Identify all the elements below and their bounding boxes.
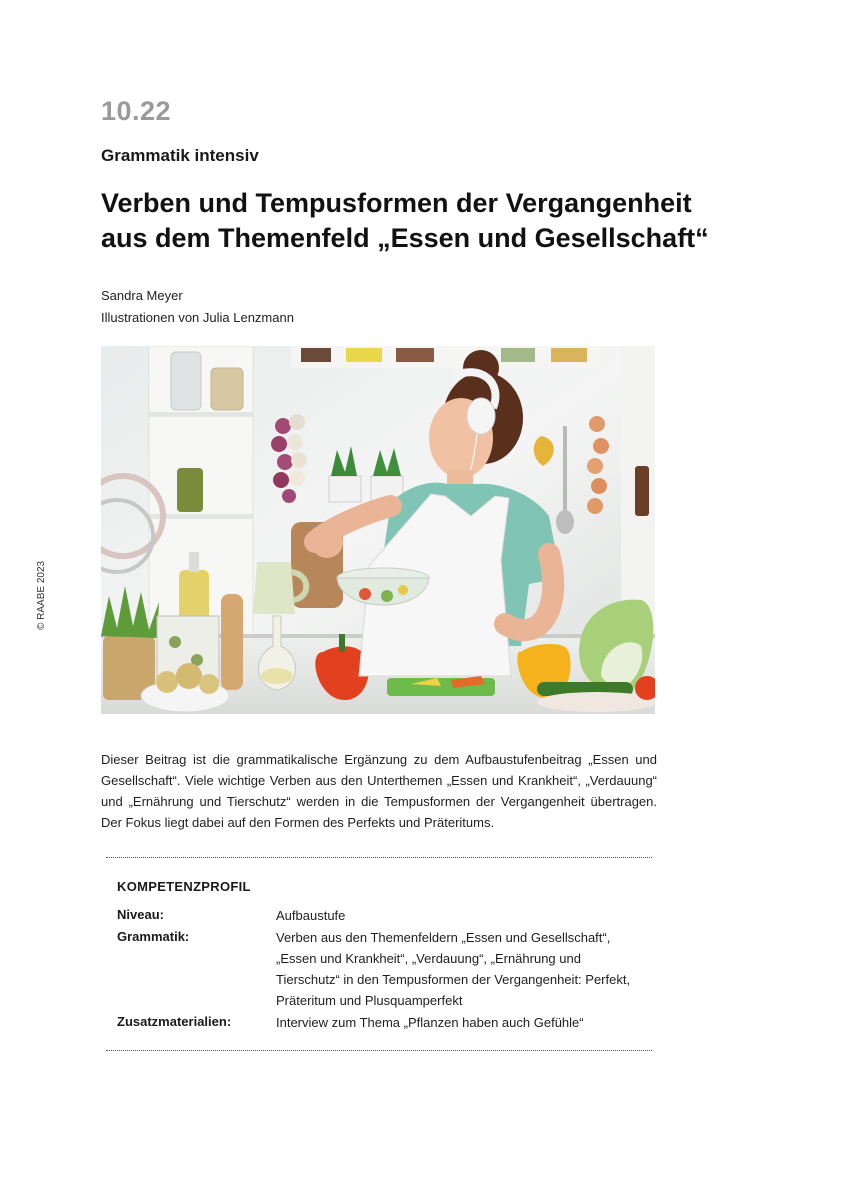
author: Sandra Meyer bbox=[101, 288, 183, 303]
divider-top bbox=[106, 857, 652, 858]
divider-bottom bbox=[106, 1050, 652, 1051]
profile-value-zusatzmaterialien: Interview zum Thema „Pflanzen haben auch Gefühle“ bbox=[276, 1015, 584, 1030]
kitchen-photo-illustration bbox=[101, 346, 655, 714]
profile-heading: KOMPETENZPROFIL bbox=[117, 879, 251, 894]
intro-paragraph: Dieser Beitrag ist die grammatikalische Ergänzung zu dem Aufbaustufenbeitrag „Essen und Gesellschaft“. Viele wichtige Verben aus den Unterthemen „Essen und Krankheit“, „Verdauung“ und „Ernährung und Tierschutz“ werden in die Tempusformen der Vergangenheit übertragen. Der Fokus liegt dabei auf den Formen des Perfekts und Präteritums. bbox=[101, 752, 657, 830]
copyright-note: © RAABE 2023 bbox=[36, 560, 47, 630]
profile-label-zusatzmaterialien: Zusatzmaterialien: bbox=[117, 1014, 232, 1029]
profile-value-grammatik: Verben aus den Themenfeldern „Essen und Gesellschaft“, „Essen und Krankheit“, „Verdauung“, „Ernährung und Tierschutz“ in den Tempusformen der Vergangenheit: Perfekt, Präteritum und Plusquamperfekt bbox=[276, 930, 631, 1008]
unit-number: 10.22 bbox=[101, 96, 172, 126]
cover-photo bbox=[101, 346, 655, 714]
illustrator-credit: Illustrationen von Julia Lenzmann bbox=[101, 310, 294, 325]
page-title: Verben und Tempusformen der Vergangenheit aus dem Themenfeld „Essen und Gesellschaft“ bbox=[101, 188, 709, 253]
profile-value-niveau: Aufbaustufe bbox=[276, 908, 346, 923]
profile-label-grammatik: Grammatik: bbox=[117, 929, 190, 944]
series-title: Grammatik intensiv bbox=[101, 146, 259, 165]
profile-label-niveau: Niveau: bbox=[117, 907, 164, 922]
